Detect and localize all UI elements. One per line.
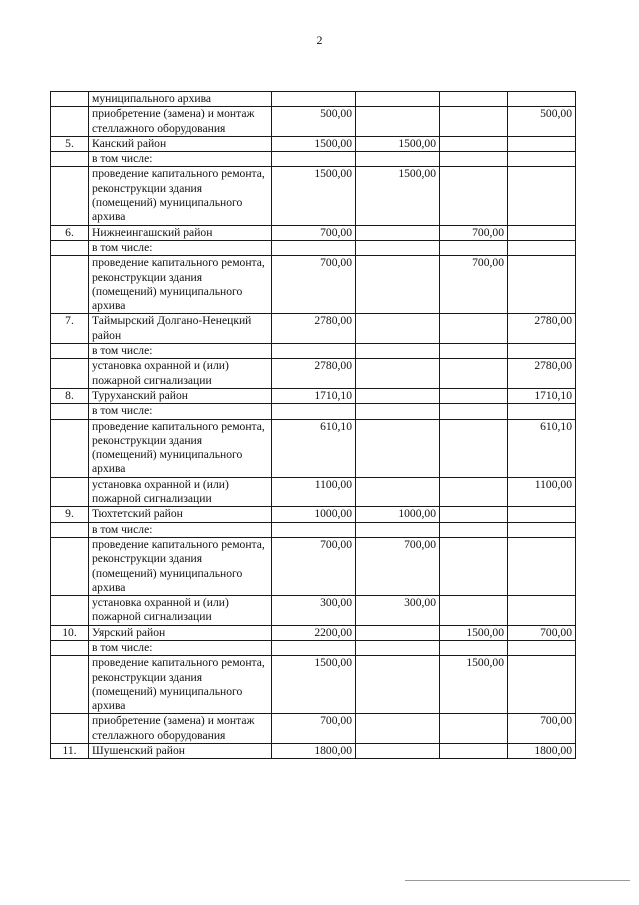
amount-cell: 700,00: [508, 714, 576, 744]
amount-cell: [356, 404, 440, 419]
district-cell: проведение капитального ремонта, реконструкции здания (помещений) муниципального архива: [89, 167, 272, 225]
total-cell: 1710,10: [272, 388, 356, 403]
amount-cell: 1710,10: [508, 388, 576, 403]
amount-cell: 1500,00: [356, 167, 440, 225]
amount-cell: [440, 522, 508, 537]
row-number-cell: [51, 537, 89, 595]
district-cell: в том числе:: [89, 522, 272, 537]
scan-edge-line: [405, 880, 630, 881]
amount-cell: [440, 359, 508, 389]
table-row: [51, 167, 576, 225]
row-number-cell: [51, 596, 89, 626]
amount-cell: [356, 152, 440, 167]
district-cell: в том числе:: [89, 344, 272, 359]
district-cell: установка охранной и (или) пожарной сигнализации: [89, 596, 272, 626]
amount-cell: [440, 507, 508, 522]
total-cell: 2780,00: [272, 359, 356, 389]
district-cell: проведение капитального ремонта, реконструкции здания (помещений) муниципального архива: [89, 537, 272, 595]
amount-cell: 2780,00: [508, 314, 576, 344]
total-cell: 2200,00: [272, 625, 356, 640]
amount-cell: [440, 107, 508, 137]
amount-cell: [440, 640, 508, 655]
amount-cell: [440, 419, 508, 477]
table-row: [51, 537, 576, 595]
district-cell: Таймырский Долгано-Ненецкий район: [89, 314, 272, 344]
total-cell: 300,00: [272, 596, 356, 626]
amount-cell: [356, 107, 440, 137]
table-row: [51, 596, 576, 626]
amount-cell: [440, 537, 508, 595]
district-cell: проведение капитального ремонта, реконструкции здания (помещений) муниципального архива: [89, 256, 272, 314]
amount-cell: [508, 225, 576, 240]
amount-cell: 500,00: [508, 107, 576, 137]
table-row: [51, 522, 576, 537]
row-number-cell: [51, 152, 89, 167]
table-row: [51, 359, 576, 389]
table-row: [51, 152, 576, 167]
row-number-cell: 8.: [51, 388, 89, 403]
amount-cell: [356, 656, 440, 714]
total-cell: 700,00: [272, 537, 356, 595]
amount-cell: [356, 625, 440, 640]
total-cell: 500,00: [272, 107, 356, 137]
table-row: [51, 344, 576, 359]
table-row: [51, 507, 576, 522]
amount-cell: [356, 344, 440, 359]
total-cell: [272, 522, 356, 537]
amount-cell: [440, 344, 508, 359]
amount-cell: [508, 240, 576, 255]
district-cell: Шушенский район: [89, 744, 272, 759]
amount-cell: 1000,00: [356, 507, 440, 522]
amount-cell: [508, 507, 576, 522]
district-cell: муниципального архива: [89, 92, 272, 107]
amount-cell: [356, 640, 440, 655]
row-number-cell: [51, 419, 89, 477]
amount-cell: [356, 314, 440, 344]
total-cell: 1500,00: [272, 167, 356, 225]
row-number-cell: [51, 344, 89, 359]
district-cell: проведение капитального ремонта, реконструкции здания (помещений) муниципального архива: [89, 419, 272, 477]
amount-cell: [440, 404, 508, 419]
total-cell: 2780,00: [272, 314, 356, 344]
amount-cell: 700,00: [356, 537, 440, 595]
amount-cell: 1500,00: [356, 136, 440, 151]
table-row: [51, 656, 576, 714]
row-number-cell: [51, 240, 89, 255]
amount-cell: [508, 656, 576, 714]
row-number-cell: 10.: [51, 625, 89, 640]
amount-cell: [356, 240, 440, 255]
table-row: [51, 314, 576, 344]
amount-cell: [440, 167, 508, 225]
amount-cell: [356, 225, 440, 240]
district-cell: проведение капитального ремонта, реконструкции здания (помещений) муниципального архива: [89, 656, 272, 714]
table-row: [51, 714, 576, 744]
amount-cell: [356, 477, 440, 507]
total-cell: 1500,00: [272, 656, 356, 714]
row-number-cell: 7.: [51, 314, 89, 344]
total-cell: 1000,00: [272, 507, 356, 522]
amount-cell: 610,10: [508, 419, 576, 477]
district-cell: в том числе:: [89, 640, 272, 655]
row-number-cell: [51, 522, 89, 537]
row-number-cell: [51, 714, 89, 744]
amount-cell: [508, 344, 576, 359]
total-cell: [272, 92, 356, 107]
amount-cell: [356, 522, 440, 537]
table-row: [51, 744, 576, 759]
table-row: [51, 107, 576, 137]
amount-cell: [440, 388, 508, 403]
amount-cell: 2780,00: [508, 359, 576, 389]
row-number-cell: 9.: [51, 507, 89, 522]
amount-cell: [508, 522, 576, 537]
district-cell: Канский район: [89, 136, 272, 151]
table-row: [51, 640, 576, 655]
amount-cell: [508, 256, 576, 314]
amount-cell: [356, 744, 440, 759]
table-row: [51, 256, 576, 314]
total-cell: 1100,00: [272, 477, 356, 507]
district-cell: в том числе:: [89, 152, 272, 167]
row-number-cell: [51, 404, 89, 419]
amount-cell: 1500,00: [440, 625, 508, 640]
district-cell: приобретение (замена) и монтаж стеллажного оборудования: [89, 714, 272, 744]
amount-cell: 700,00: [508, 625, 576, 640]
amount-cell: [508, 404, 576, 419]
amount-cell: [356, 256, 440, 314]
amount-cell: [440, 744, 508, 759]
row-number-cell: [51, 92, 89, 107]
amount-cell: [440, 152, 508, 167]
row-number-cell: [51, 359, 89, 389]
amount-cell: [440, 596, 508, 626]
row-number-cell: [51, 656, 89, 714]
amount-cell: [508, 136, 576, 151]
total-cell: 610,10: [272, 419, 356, 477]
amount-cell: [508, 537, 576, 595]
amount-cell: [440, 477, 508, 507]
row-number-cell: [51, 107, 89, 137]
row-number-cell: [51, 640, 89, 655]
district-cell: приобретение (замена) и монтаж стеллажного оборудования: [89, 107, 272, 137]
amount-cell: 700,00: [440, 225, 508, 240]
total-cell: [272, 240, 356, 255]
table-row: [51, 240, 576, 255]
row-number-cell: 11.: [51, 744, 89, 759]
table-row: [51, 92, 576, 107]
district-cell: Уярский район: [89, 625, 272, 640]
table-row: [51, 136, 576, 151]
total-cell: [272, 640, 356, 655]
district-cell: в том числе:: [89, 240, 272, 255]
total-cell: 1500,00: [272, 136, 356, 151]
page-number: 2: [316, 33, 323, 47]
amount-cell: [356, 92, 440, 107]
amount-cell: [508, 152, 576, 167]
amount-cell: 700,00: [440, 256, 508, 314]
table-row: [51, 388, 576, 403]
amount-cell: [508, 92, 576, 107]
amount-cell: [356, 388, 440, 403]
district-cell: Туруханский район: [89, 388, 272, 403]
total-cell: 1800,00: [272, 744, 356, 759]
amount-cell: 1800,00: [508, 744, 576, 759]
amount-cell: 1100,00: [508, 477, 576, 507]
amount-cell: [508, 596, 576, 626]
row-number-cell: [51, 256, 89, 314]
total-cell: [272, 152, 356, 167]
table-row: [51, 477, 576, 507]
table-row: [51, 225, 576, 240]
district-cell: Нижнеингашский район: [89, 225, 272, 240]
district-cell: в том числе:: [89, 404, 272, 419]
amount-cell: [356, 714, 440, 744]
table-row: [51, 419, 576, 477]
row-number-cell: [51, 477, 89, 507]
amount-cell: [440, 92, 508, 107]
amount-cell: [508, 167, 576, 225]
amount-cell: 1500,00: [440, 656, 508, 714]
amount-cell: [440, 240, 508, 255]
table-row: [51, 625, 576, 640]
amount-cell: [356, 419, 440, 477]
district-cell: установка охранной и (или) пожарной сигнализации: [89, 477, 272, 507]
amount-cell: [440, 136, 508, 151]
amount-cell: [356, 359, 440, 389]
total-cell: 700,00: [272, 714, 356, 744]
district-cell: Тюхтетский район: [89, 507, 272, 522]
district-cell: установка охранной и (или) пожарной сигнализации: [89, 359, 272, 389]
row-number-cell: [51, 167, 89, 225]
amount-cell: [440, 314, 508, 344]
row-number-cell: 5.: [51, 136, 89, 151]
total-cell: [272, 344, 356, 359]
amount-cell: [508, 640, 576, 655]
amount-cell: [440, 714, 508, 744]
table-row: [51, 404, 576, 419]
total-cell: 700,00: [272, 256, 356, 314]
amount-cell: 300,00: [356, 596, 440, 626]
funding-table: [50, 91, 576, 759]
total-cell: 700,00: [272, 225, 356, 240]
row-number-cell: 6.: [51, 225, 89, 240]
total-cell: [272, 404, 356, 419]
